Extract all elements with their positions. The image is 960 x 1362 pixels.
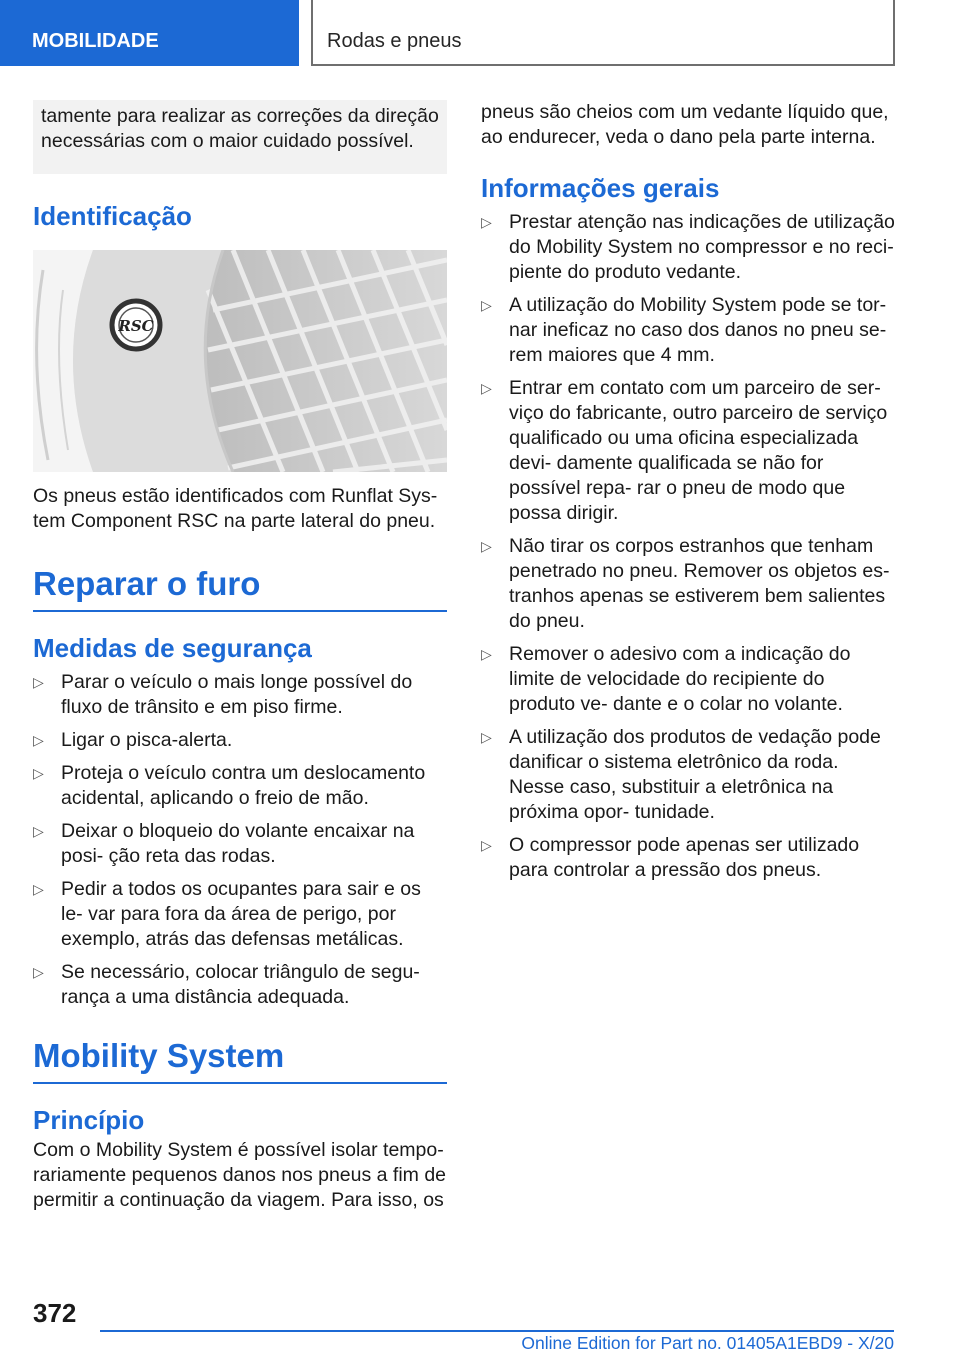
list-item: ▷ O compressor pode apenas ser utilizado para controlar a pressão dos pneus. xyxy=(481,834,860,881)
section-divider xyxy=(33,1082,447,1084)
triangle-bullet-icon: ▷ xyxy=(33,732,44,748)
list-item: ▷ Não tirar os corpos estranhos que tenham penetrado no pneu. Remover os objetos es‐ tranhos apenas se estiverem bem salientes do pneu. xyxy=(481,535,890,632)
list-item: ▷ Pedir a todos os ocupantes para sair e os le‐ var para fora da área de perigo, por exemplo, atrás das defensas metálicas. xyxy=(33,878,421,950)
heading-informacoes-gerais: Informações gerais xyxy=(481,173,720,203)
triangle-bullet-icon: ▷ xyxy=(33,881,44,897)
triangle-bullet-icon: ▷ xyxy=(481,646,492,662)
list-item: ▷ Prestar atenção nas indicações de utilização do Mobility System no compressor e no reci‐ piente do produto vedante. xyxy=(481,211,895,283)
triangle-bullet-icon: ▷ xyxy=(481,380,492,396)
list-item: ▷ Ligar o pisca-alerta. xyxy=(33,729,233,751)
rsc-emblem: RSC xyxy=(118,317,154,335)
footer-divider xyxy=(100,1330,894,1332)
list-item: ▷ Parar o veículo o mais longe possível do fluxo de trânsito e em piso firme. xyxy=(33,671,413,718)
heading-principio: Princípio xyxy=(33,1105,145,1135)
list-item: ▷ Proteja o veículo contra um deslocamento acidental, aplicando o freio de mão. xyxy=(33,762,426,809)
left-column xyxy=(33,100,447,1213)
general-info-list xyxy=(481,210,895,883)
tire-figure xyxy=(33,250,447,472)
list-item: ▷ A utilização dos produtos de vedação pode danificar o sistema eletrônico da roda. Nesse caso, substituir a eletrônica na próxima opor‐ tunidade. xyxy=(481,726,881,823)
intro-text: pneus são cheios com um vedante líquido que, ao endurecer, veda o dano pela parte interna. xyxy=(481,101,889,148)
footer-edition-link[interactable]: Online Edition for Part no. 01405A1EBD9 - X/20 xyxy=(521,1333,894,1353)
tire-illustration xyxy=(33,250,447,472)
triangle-bullet-icon: ▷ xyxy=(481,214,492,230)
triangle-bullet-icon: ▷ xyxy=(481,837,492,853)
section-divider xyxy=(33,610,447,612)
triangle-bullet-icon: ▷ xyxy=(33,674,44,690)
note-box xyxy=(33,100,447,174)
heading-reparar-o-furo: Reparar o furo xyxy=(33,565,261,602)
list-item: ▷ A utilização do Mobility System pode se tor‐ nar ineficaz no caso dos danos no pneu se‐ rem maiores que 4 mm. xyxy=(481,294,887,366)
note-text: tamente para realizar as correções da direção necessárias com o maior cuidado possível. xyxy=(41,105,439,152)
triangle-bullet-icon: ▷ xyxy=(33,765,44,781)
chapter-title: Rodas e pneus xyxy=(311,0,895,66)
heading-identificacao: Identificação xyxy=(33,201,192,231)
right-column xyxy=(481,100,895,891)
triangle-bullet-icon: ▷ xyxy=(481,538,492,554)
list-item: ▷ Remover o adesivo com a indicação do limite de velocidade do recipiente do produto ve‐ dante e o colar no volante. xyxy=(481,643,851,715)
triangle-bullet-icon: ▷ xyxy=(481,729,492,745)
safety-list xyxy=(33,670,447,1010)
page-number: 372 xyxy=(33,1298,77,1328)
triangle-bullet-icon: ▷ xyxy=(481,297,492,313)
list-item: ▷ Deixar o bloqueio do volante encaixar na posi‐ ção reta das rodas. xyxy=(33,820,415,867)
section-tab: MOBILIDADE xyxy=(0,0,299,66)
principio-text: Com o Mobility System é possível isolar tempo‐ rariamente pequenos danos nos pneus a fim de permitir a continuação da viagem. Para isso, os xyxy=(33,1139,447,1211)
identificacao-text: Os pneus estão identificados com Runflat Sys‐ tem Component RSC na parte lateral do pneu. xyxy=(33,485,438,532)
list-item: ▷ Entrar em contato com um parceiro de ser‐ viço do fabricante, outro parceiro de serviço qualificado ou uma oficina especializada devi‐ damente qualificada se não for possível repa‐ rar o pneu de modo que possa dirigir. xyxy=(481,377,888,524)
heading-medidas-de-seguranca: Medidas de segurança xyxy=(33,633,312,663)
page-header xyxy=(0,0,960,66)
heading-mobility-system: Mobility System xyxy=(33,1037,285,1074)
triangle-bullet-icon: ▷ xyxy=(33,964,44,980)
triangle-bullet-icon: ▷ xyxy=(33,823,44,839)
list-item: ▷ Se necessário, colocar triângulo de segu‐ rança a uma distância adequada. xyxy=(33,961,420,1008)
